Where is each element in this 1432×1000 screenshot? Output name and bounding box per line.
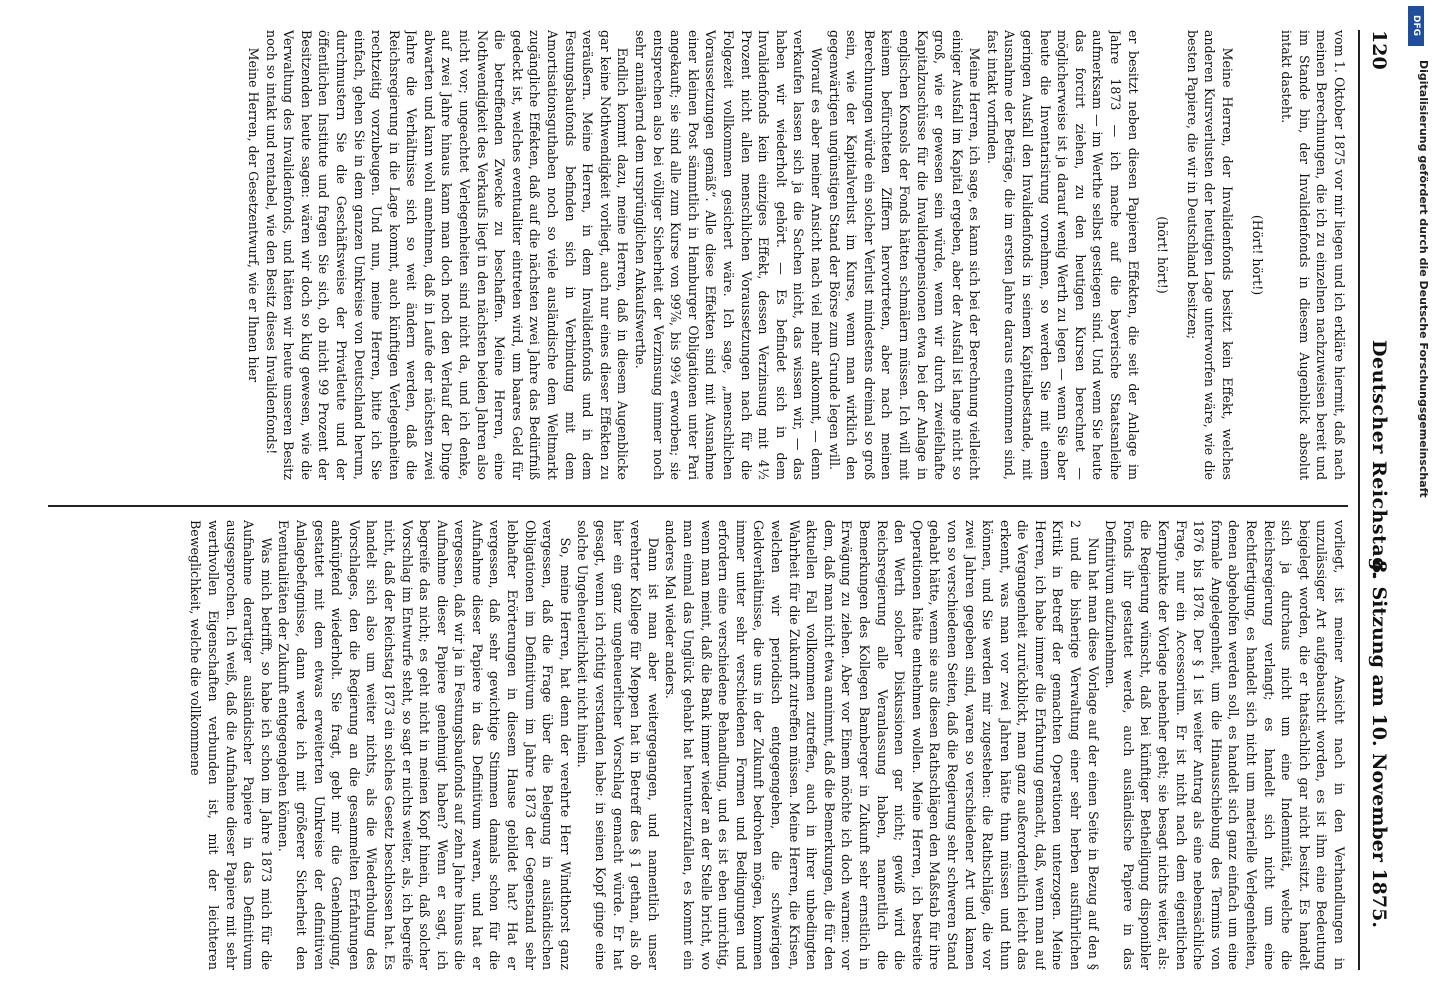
dfg-footer — [1400, 0, 1432, 1000]
right-column — [38, 520, 1348, 970]
interjection: (Hört! hört!) — [1249, 214, 1265, 296]
page-header — [1360, 0, 1390, 1000]
paragraph: Meine Herren, der Gesetzentwurf, wie er Ihnen hier — [245, 47, 261, 383]
left-column — [38, 30, 1348, 480]
paragraph: Was mich betrifft, so habe ich schon im Jahre 1873 mich für die Aufnahme derartiger ausländischer Papiere in das Definitivum ausgesprochen. Ich weiß, daß die Aufnahme dieser Papiere mit sehr werthvollen Eigenschaften verbunden ist, mit der leichteren Beweglichkeit, welche die vollkommene — [188, 520, 274, 970]
paragraph: So, meine Herren, hat denn der verehrte Herr Windthorst ganz vergessen, daß die Frage über die Belegung in ausländischen Obligationen im Definitivum im Jahre 1873 der Gegenstand sehr lebhafter Erörterungen in diesem Hause gebildet hat? Hat er vergessen, daß sehr gewichtige Stimmen damals schon für die Aufnahme dieser Papiere in das Definitivum waren, und hat er vergessen, daß wir ja in Festungsbaufonds auf zehn Jahre hinaus die Aufnahme dieser Papiere genehmigt haben? Wenn er sagt, ich begreife das nicht; es geht nicht in meinen Kopf hinein, daß solcher Vorschlag im Entwurfe steht, so sagt er nichts weiter, als, ich begreife nicht, daß der Reichstag 1873 ein solches Gesetz beschlossen hat. Es handelt sich also um weiter nichts, als die Wiederholung des Vorschlages, den die Regierung an die gesammelten Erfahrungen anknüpfend wiederholt. Sie fragt, gebt mir die Genehmigung, gestattet mit dem etwas erweiterten Umkreise der definitiven Anlagebefugnisse, dann werde ich mit größerer Sicherheit den Eventualitäten der Zukunft entgegengehen können. — [276, 520, 573, 970]
paragraph: Meine Herren, der Invalidenfonds besitzt kein Effekt, welches anderen Kursverlusten der heutigen Lage unterworfen wäre, wie die besten Papiere, die wir in Deutschland besitzen; — [1184, 30, 1236, 480]
paragraph: Endlich kommt dazu, meine Herren, daß in diesem Augenblicke gar keine Nothwendigkeit vorliegt, auch nur eines dieser Effekten zu veräußern. Meine Herren, in dem Invalidenfonds und in dem Festungsbaufonds befinden sich in Verbindung mit dem Amortisationsguthaben noch so viele ausländische dem Weltmarkt zugängliche Effekten, daß auf die nächsten zwei Jahre das Bedürfniß gedeckt ist, welches eventualiter eintreten wird, um baares Geld für die betreffenden Zwecke zu beschaffen. Meine Herren, eine Nothwendigkeit des Verkaufs liegt in den nächsten beiden Jahren also nicht vor; ungeachtet Verlegenheiten sind nicht da, und ich denke, auf zwei Jahre hinaus kann man doch noch den Verlauf der Dinge abwarten und kann wohl annehmen, daß in Laufe der nächsten zwei Jahre die Verhältnisse sich so weit ändern werden, daß die Reichsregierung in die Lage kommt, auch künftigen Verlegenheiten rechtzeitig vorzubeugen. Und nun, meine Herren, bitte ich Sie einfach, gehen Sie in dem ganzen Umkreise von Deutschland herum, durchmustern Sie die Geschäftsweise der Privatleute und der öffentlichen Institute und fragen Sie sich, ob nicht 99 Prozent der Besitzenden heute sagen: wären wir doch so klug gewesen, wie die Verwaltung des Invalidenfonds, und hätten wir heute unseren Besitz noch so intakt und rentabel, wie den Besitz dieses Invalidenfonds! — [263, 30, 631, 480]
dfg-logo: DFG — [1408, 6, 1424, 46]
paragraph: Worauf es aber meiner Ansicht nach viel mehr ankommt, — denn verkaufen lassen sich ja die Sachen nicht, das wissen wir, — das haben wir wiederholt gehört. — Es befindet sich in dem Invalidenfonds kein einziges Effekt, dessen Verzinsung mit 4½ Prozent nicht allen menschlichen Voraussetzungen nach für die Folgezeit vollkommen gesichert wäre. Ich sage, „menschlichen Voraussetzungen gemäß“. Alle diese Effekten sind mit Ausnahme einer kleinen Post sämmtlich in Hamburger Obligationen unter Pari angekauft; sie sind alle zum Kurse von 99⅞, bis 99¾ erworben; sie entsprechen also bei völliger Sicherheit der Verzinsung immer noch sehr annähernd dem ursprünglichen Ankaufswerthe. — [633, 30, 824, 480]
document-page — [8, 0, 1408, 1000]
paragraph: vorliegt, ist meiner Ansicht nach in den Verhandlungen in unzulässiger Art aufgebauscht worden, es ist ihm eine Bedeutung beigelegt worden, die er thatsächlich gar nicht besitzt. Es handelt sich ja durchaus nicht um eine Indemnität, welche die Reichsregierung verlangt; es handelt sich nicht um eine Rechtfertigung, es handelt sich nicht um materielle Verlegenheiten, denen abgeholfen werden soll, es handelt sich ganz einfach um eine formale Angelegenheit, um die Hinausschiebung des Termins von 1876 bis 1878. Der § 1 ist weiter Antrag als eine nebensächliche Frage, nur ein Accessorium. Er ist nicht nach dem eigentlichen Kernpunkte der Vorlage nebenher geht; sie besagt nichts weiter, als: die Regierung wünscht, daß bei künftiger Betheiligung disponibler Fonds ihr gestattet werde, auch ausländische Papiere in das Definitivum aufzunehmen. — [1103, 520, 1347, 970]
column-divider — [48, 505, 1348, 507]
header-rule — [1358, 30, 1360, 970]
page-number: 120 — [1368, 30, 1390, 70]
paragraph: er besitzt neben diesen Papieren Effekten, die seit der Anlage im Jahre 1873 — ich mache auf die bayerische Staatsanleihe aufmerksam — im Werthe selbst gestiegen sind. Und wenn Sie heute das forcirt ziehen, zu den heutigen Kursen berechnet — möglicherweise ist ja darauf wenig Werth zu legen — wenn Sie aber heute die Inventarisirung vornehmen, so werden Sie mit einem geringen Ausfall den Invalidenfonds in seinem Kapitalbestande, mit Ausnahme der Beträge, die im ersten Jahre daraus entnommen sind, fast intakt vorfinden. — [984, 30, 1141, 480]
paragraph: Dann ist man aber weitergegangen, und namentlich unser verehrter Kollege für Meppen hat in Betreff des § 1 gethan, als ob hier ein ganz ungeheuerlicher Vorschlag gemacht würde. Er hat gesagt, wenn ich richtig verstanden habe: in seinen Kopf ginge eine solche Ungeheuerlichkeit nicht hinein. — [575, 520, 661, 970]
interjection: (hört! hört!) — [1155, 216, 1171, 294]
paragraph: Meine Herren, ich sage, es kann sich bei der Berechnung vielleicht einiger Ausfall im Kapital ergeben, aber der Ausfall ist lange nicht so groß, wie er gewesen sein würde, wenn wir durch zweifelhafte Kapitalzuschüsse für die Invalidenpensionen etwa bei der Anlage in englischen Konsols der Fonds hätten schmälern müssen. Ich will mit keinem befürchteten Ziffern hervortreten, aber nach meinen Berechnungen würde ein solcher Verlust mindestens dreimal so groß sein, wie der Kapitalverlust im Kurse, wenn man wirklich den gegenwärtigen ungünstigen Stand der Börse zum Grunde legen will. — [826, 30, 983, 480]
dfg-credit: Digitalisierung gefördert durch die Deutsche Forschungsgemeinschaft — [1417, 60, 1430, 498]
header-title: Deutscher Reichstag. — [1368, 340, 1390, 579]
paragraph: Nun hat man diese Vorlage auf der einen Seite in Bezug auf den § 2 und die bisherige Verwaltung einer sehr herben ausführlichen Kritik in Betreff der gemachten Operationen unterzogen. Meine Herren, ich habe immer die Erfahrung gemacht, daß, wenn man auf die Vergangenheit zurückblickt, man ganz außerordentlich leicht das erkennt, was man vor zwei Jahren hätte thun müssen und thun können, und Sie werden mir zugestehen: die Rathschläge, die vor zwei Jahren gegeben sind, waren so verschiedener Art und kamen von so verschiedenen Seiten, daß die Regierung sehr schweren Stand gehabt hätte, wenn sie aus diesen Rathschlägen den Maßstab für ihre Operationen hätte entnehmen wollen. Meine Herren, ich bestreite den Werth solcher Diskussionen gar nicht; gewiß wird die Reichsregierung alle Veranlassung haben, namentlich die Bemerkungen des Kollegen Bamberger in Zukunft sehr ernstlich in Erwägung zu ziehen. Aber vor Einem möchte ich doch warnen: vor dem, daß man nicht etwa annimmt, daß die Bemerkungen, die für den aktuellen Fall vollkommen zutreffen, auch in ihrer unbedingten Wahrheit für die Zukunft zutreffen müssen. Meine Herren, die Krisen, welchen wir periodisch entgegengehen, die schwierigen Geldverhältnisse, die uns in der Zukunft bedrohen mögen, kommen immer unter sehr verschiedenen Formen und Bedingungen und erfordern eine verschiedene Behandlung, und es ist eben unrichtig, wenn man meint, daß die Bank immer wieder an der Stelle bricht, wo man einmal das Unglück gehabt hat herunterzufallen, es kommt ein anderes Mal wieder anders. — [663, 520, 1101, 970]
header-session: 8. Sitzung am 10. November 1875. — [1368, 560, 1390, 928]
paragraph: vom 1. Oktober 1875 vor mir liegen und ich erkläre hiermit, daß nach meinen Berechnungen, die ich zu einzelnen nachzuweisen bereit und im Stande bin, der Invalidenfonds in diesem Augenblick absolut intakt dasteht. — [1279, 30, 1347, 480]
